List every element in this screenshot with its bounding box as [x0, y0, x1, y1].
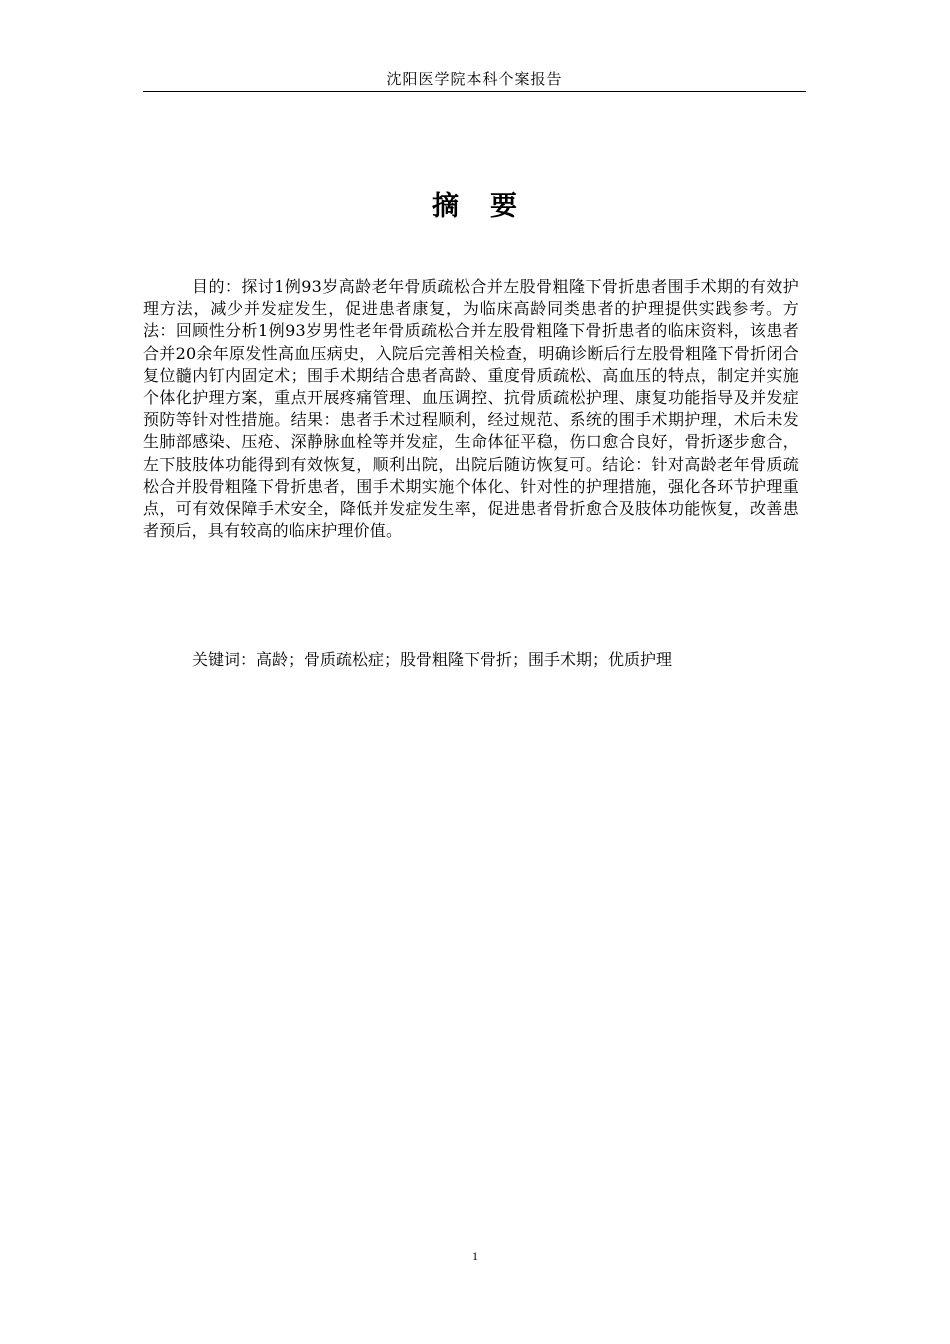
keywords-line: 关键词：高龄；骨质疏松症；股骨粗隆下骨折；围手术期；优质护理	[192, 650, 673, 669]
abstract-title: 摘要	[432, 191, 548, 222]
header-divider	[143, 91, 806, 92]
running-header: 沈阳医学院本科个案报告	[386, 70, 563, 88]
abstract-body: 目的：探讨1例93岁高龄老年骨质疏松合并左股骨粗隆下骨折患者围手术期的有效护理方法，减少并发症发生，促进患者康复，为临床高龄同类患者的护理提供实践参考。方法：回顾性分析1例93岁男性老年骨质疏松合并左股骨粗隆下骨折患者的临床资料，该患者合并20余年原发性高血压病史，入院后完善相关检查，明确诊断后行左股骨粗隆下骨折闭合复位髓内钉内固定术；围手术期结合患者高龄、重度骨质疏松、高血压的特点，制定并实施个体化护理方案，重点开展疼痛管理、血压调控、抗骨质疏松护理、康复功能指导及并发症预防等针对性措施。结果：患者手术过程顺利，经过规范、系统的围手术期护理，术后未发生肺部感染、压疮、深静脉血栓等并发症，生命体征平稳，伤口愈合良好，骨折逐步愈合，左下肢肢体功能得到有效恢复，顺利出院，出院后随访恢复可。结论：针对高龄老年骨质疏松合并股骨粗隆下骨折患者，围手术期实施个体化、针对性的护理措施，强化各环节护理重点，可有效保障手术安全，降低并发症发生率，促进患者骨折愈合及肢体功能恢复，改善患者预后，具有较高的临床护理价值。	[143, 277, 799, 541]
page-number: 1	[472, 1249, 478, 1263]
